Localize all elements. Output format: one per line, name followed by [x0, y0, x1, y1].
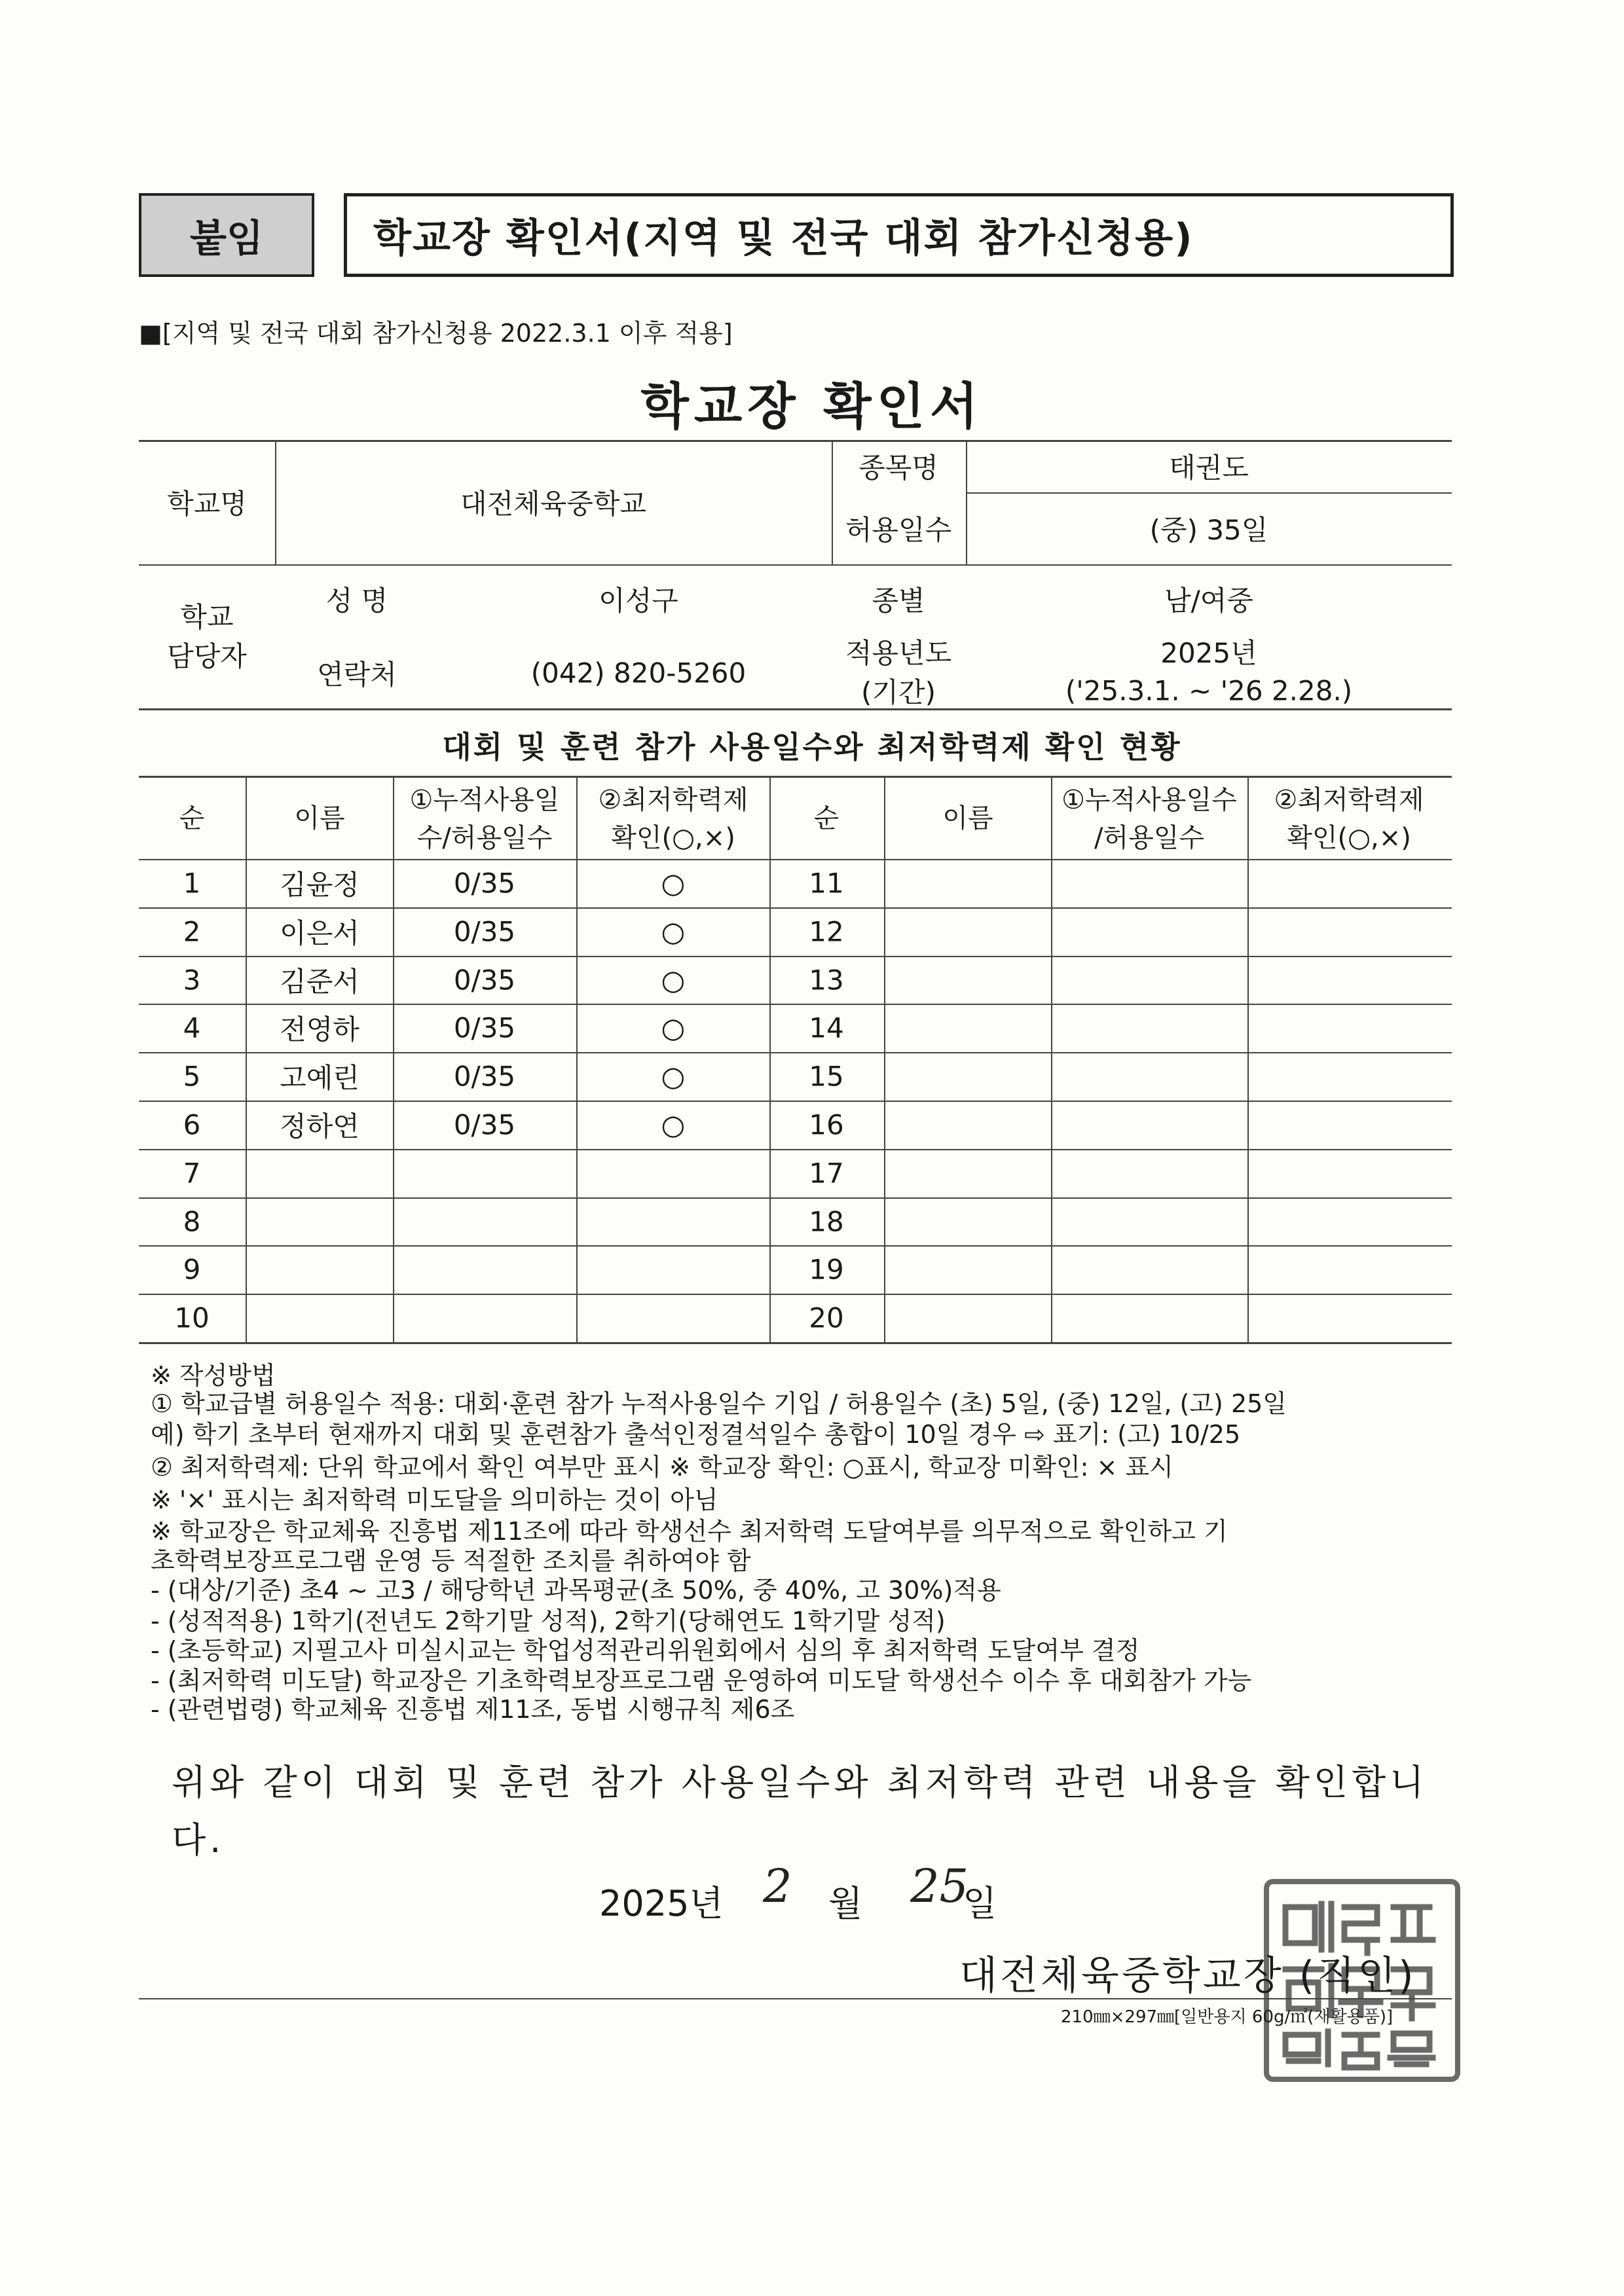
row-number: 2	[183, 915, 201, 948]
date-day: 25	[910, 1859, 969, 1913]
min-academic-check: ○	[661, 1060, 686, 1093]
form-note: ■[지역 및 전국 대회 참가신청용 2022.3.1 이후 적용]	[139, 319, 733, 348]
info-table-top	[139, 440, 1452, 442]
col-header-no: 순	[179, 803, 205, 833]
date-month-label: 월	[828, 1883, 863, 1924]
name-label: 성 명	[325, 585, 388, 617]
roster-row-divider	[139, 1197, 1452, 1199]
date-day-label: 일	[963, 1883, 997, 1924]
roster-row-divider	[139, 1149, 1452, 1150]
roster-row-divider	[139, 1294, 1452, 1295]
roster-row-divider	[139, 1101, 1452, 1102]
col-header-used: ①누적사용일	[409, 785, 560, 815]
gender-value: 남/여중	[1164, 585, 1253, 617]
row-number: 5	[183, 1060, 201, 1093]
instruction-line: ① 학교급별 허용일수 적용: 대회·훈련 참가 누적사용일수 기입 / 허용일수 (초) 5일, (중) 12일, (고) 25일	[151, 1389, 1287, 1418]
min-academic-check: ○	[661, 915, 686, 948]
instruction-line: ※ 학교장은 학교체육 진흥법 제11조에 따라 학생선수 최저학력 도달여부를 의무적으로 확인하고 기	[151, 1517, 1228, 1546]
row-number-right: 17	[809, 1157, 844, 1190]
student-name: 김준서	[280, 965, 360, 998]
header-title: 학교장 확인서(지역 및 전국 대회 참가신청용)	[344, 193, 1454, 277]
manager-label: 학교	[180, 601, 234, 633]
roster-col	[246, 776, 247, 1342]
instruction-line: 초학력보장프로그램 운영 등 적절한 조치를 취하여야 함	[151, 1546, 751, 1575]
row-number-right: 19	[809, 1253, 844, 1286]
allowed-days-value: (중) 35일	[1149, 514, 1268, 546]
col-header-check: 확인(○,×)	[611, 823, 735, 853]
student-name: 김윤정	[280, 868, 360, 901]
document-title: 학교장 확인서	[640, 377, 984, 435]
min-academic-check: ○	[661, 867, 686, 900]
info-divider	[275, 440, 276, 564]
min-academic-check: ○	[661, 1108, 686, 1141]
confirm-line: 다.	[172, 1819, 225, 1861]
instruction-line: - (성적적용) 1학기(전년도 2학기말 성적), 2학기(당해연도 1학기말 성적)	[151, 1607, 946, 1635]
col-header-check-right: 확인(○,×)	[1287, 823, 1411, 853]
gender-label: 종별	[872, 585, 925, 617]
instruction-line: - (대상/기준) 초4 ~ 고3 / 해당학년 과목평균(초 50%, 중 40%, 고 30%)적용	[151, 1576, 1001, 1605]
roster-header-bottom	[139, 859, 1452, 860]
instruction-line: - (관련법령) 학교체육 진흥법 제11조, 동법 시행규칙 제6조	[151, 1695, 795, 1724]
row-number: 7	[183, 1157, 201, 1190]
min-academic-check: ○	[661, 1011, 686, 1044]
roster-subtitle: 대회 및 훈련 참가 사용일수와 최저학력제 확인 현황	[442, 729, 1182, 765]
row-number-right: 20	[809, 1302, 844, 1334]
col-header-name: 이름	[294, 803, 345, 833]
sport-label: 종목명	[858, 452, 938, 484]
roster-row-divider	[139, 956, 1452, 957]
year-label: 적용년도	[845, 637, 952, 669]
row-number: 8	[183, 1205, 201, 1237]
row-number-right: 13	[809, 964, 844, 996]
roster-row-divider	[139, 1245, 1452, 1247]
roster-row-divider	[139, 1004, 1452, 1005]
period-value: ('25.3.1. ~ '26 2.28.)	[1065, 674, 1353, 707]
roster-row-divider	[139, 1052, 1452, 1053]
used-days: 0/35	[453, 964, 516, 996]
date-year: 2025년	[599, 1883, 724, 1924]
row-number: 9	[183, 1253, 201, 1286]
roster-col	[884, 776, 885, 1342]
allowed-days-label: 허용일수	[845, 514, 952, 546]
info-divider	[139, 564, 1452, 566]
year-label: (기간)	[861, 676, 936, 708]
manager-name: 이성구	[599, 585, 678, 617]
instruction-line: 예) 학기 초부터 현재까지 대회 및 훈련참가 출석인정결석일수 총합이 10일 경우 ⇨ 표기: (고) 10/25	[151, 1420, 1241, 1449]
info-divider	[966, 492, 1452, 494]
roster-col	[1247, 776, 1249, 1342]
instruction-line: ※ 작성방법	[151, 1361, 276, 1390]
used-days: 0/35	[453, 915, 516, 948]
used-days: 0/35	[453, 1011, 516, 1044]
roster-col	[576, 776, 578, 1342]
row-number-right: 14	[809, 1011, 844, 1044]
roster-col	[393, 776, 394, 1342]
col-header-used-right: ①누적사용일수	[1061, 785, 1237, 815]
info-divider	[832, 440, 833, 564]
student-name: 정하연	[280, 1110, 360, 1142]
student-name: 전영하	[280, 1013, 360, 1046]
row-number: 1	[183, 867, 201, 900]
used-days: 0/35	[453, 1108, 516, 1141]
row-number: 4	[183, 1011, 201, 1044]
contact-label: 연락처	[317, 659, 397, 691]
roster-col	[769, 776, 771, 1342]
roster-row-divider	[139, 907, 1452, 909]
footer-rule	[139, 1998, 1452, 1999]
row-number-right: 16	[809, 1108, 844, 1141]
used-days: 0/35	[453, 867, 516, 900]
instruction-line: - (초등학교) 지필고사 미실시교는 학업성적관리위원회에서 심의 후 최저학력 도달여부 결정	[151, 1636, 1140, 1665]
school-label: 학교명	[167, 488, 247, 520]
min-academic-check: ○	[661, 964, 686, 996]
paper-spec: 210㎜×297㎜[일반용지 60g/㎡(재활용품)]	[1061, 2007, 1393, 2027]
confirm-line: 위와 같이 대회 및 훈련 참가 사용일수와 최저학력 관련 내용을 확인합니	[172, 1762, 1428, 1803]
contact-value: (042) 820-5260	[530, 657, 747, 689]
row-number: 3	[183, 964, 201, 996]
instruction-line: ② 최저학력제: 단위 학교에서 확인 여부만 표시 ※ 학교장 확인: ○표시, 학교장 미확인: × 표시	[151, 1453, 1173, 1482]
date-month: 2	[763, 1859, 792, 1913]
col-header-used: 수/허용일수	[416, 823, 553, 853]
info-divider	[966, 440, 967, 564]
row-number-right: 15	[809, 1060, 844, 1093]
col-header-check-right: ②최저학력제	[1274, 785, 1424, 815]
row-number-right: 11	[809, 867, 844, 900]
row-number-right: 12	[809, 915, 844, 948]
col-header-used-right: /허용일수	[1094, 823, 1205, 853]
col-header-name-right: 이름	[942, 803, 993, 833]
attachment-badge: 붙임	[139, 193, 314, 277]
sport-value: 태권도	[1169, 452, 1249, 484]
student-name: 이은서	[280, 917, 360, 949]
instruction-line: - (최저학력 미도달) 학교장은 기초학력보장프로그램 운영하여 미도달 학생선수 이수 후 대회참가 가능	[151, 1666, 1252, 1695]
manager-label: 담당자	[167, 640, 247, 672]
used-days: 0/35	[453, 1060, 516, 1093]
col-header-no-right: 순	[813, 803, 840, 833]
year-value: 2025년	[1160, 637, 1257, 669]
row-number-right: 18	[809, 1205, 844, 1237]
row-number: 10	[174, 1302, 210, 1334]
roster-bottom	[139, 1342, 1452, 1344]
col-header-check: ②최저학력제	[598, 785, 748, 815]
row-number: 6	[183, 1108, 201, 1141]
student-name: 고예린	[280, 1062, 360, 1095]
info-table-bottom	[139, 708, 1452, 710]
school-name: 대전체육중학교	[460, 488, 647, 520]
roster-top	[139, 776, 1452, 778]
principal-signature: 대전체육중학교장 (직인)	[959, 1953, 1416, 1999]
roster-col	[1051, 776, 1052, 1342]
instruction-line: ※ '×' 표시는 최저학력 미도달을 의미하는 것이 아님	[151, 1485, 718, 1514]
